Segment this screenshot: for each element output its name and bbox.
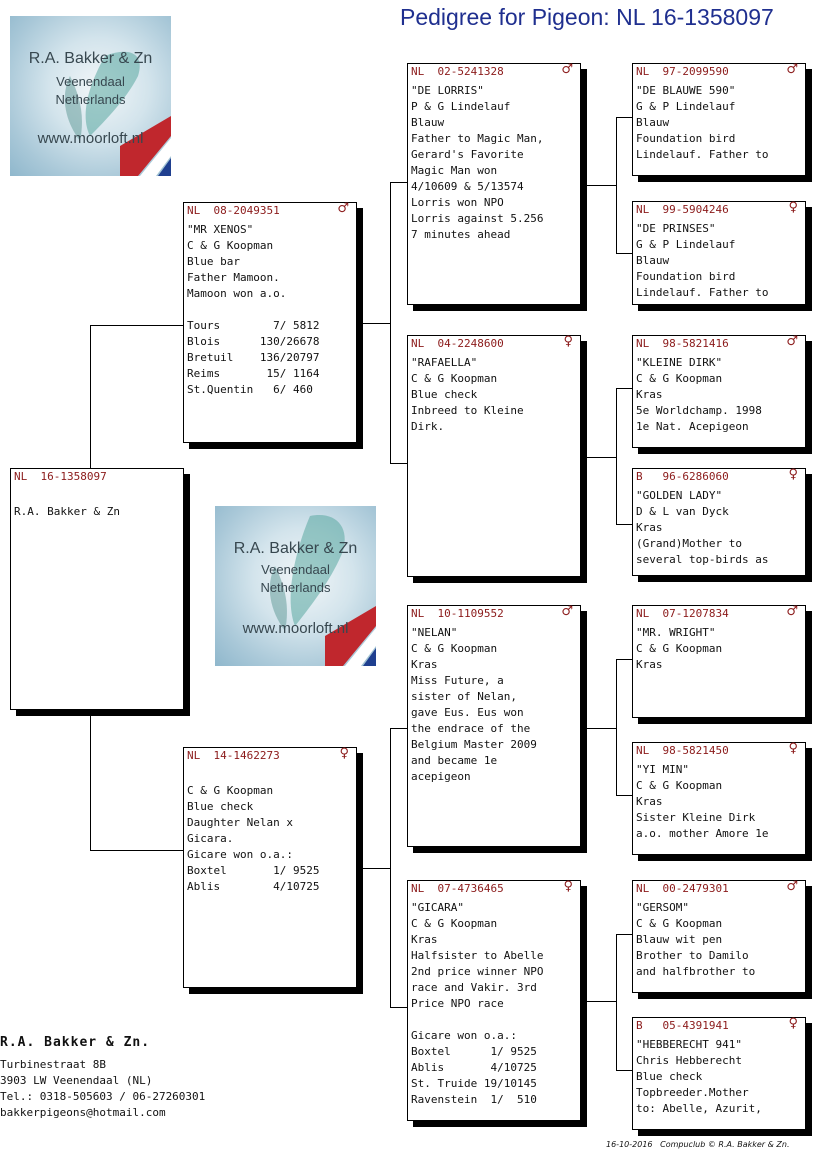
pigeon-details: "GERSOM" C & G Koopman Blauw wit pen Brother to Damilo and halfbrother to: [636, 901, 756, 978]
pigeon-card-sdd[interactable]: [632, 468, 806, 576]
male-icon: ♂: [561, 604, 573, 619]
connector-line: [616, 795, 632, 796]
pigeon-details: "DE PRINSES" G & P Lindelauf Blauw Foundation bird Lindelauf. Father to: [636, 222, 769, 299]
connector-line: [616, 253, 632, 254]
female-icon: ♀: [788, 467, 798, 482]
connector-line: [363, 868, 390, 869]
breeder-email: bakkerpigeons@hotmail.com: [0, 1106, 166, 1119]
footer-credit: 16-10-2016 Compuclub © R.A. Bakker & Zn.: [606, 1140, 790, 1149]
ring-number: NL 08-2049351: [187, 204, 280, 217]
pigeon-details: "DE LORRIS" P & G Lindelauf Blauw Father to Magic Man, Gerard's Favorite Magic Man won 4/10609 & 5/13574 Lorris won NPO Lorris against 5.256 7 minutes ahead: [411, 84, 544, 241]
pigeon-details: "KLEINE DIRK" C & G Koopman Kras 5e Worldchamp. 1998 1e Nat. Acepigeon: [636, 356, 762, 433]
connector-line: [390, 182, 391, 464]
pigeon-card-subject[interactable]: [10, 468, 184, 710]
ring-number: NL 10-1109552: [411, 607, 504, 620]
pigeon-card-sire-sire[interactable]: [407, 63, 581, 305]
connector-line: [390, 182, 407, 183]
pigeon-card-dsd[interactable]: [632, 742, 806, 855]
pigeon-details: "HEBBERECHT 941" Chris Hebberecht Blue check Topbreeder.Mother to: Abelle, Azurit,: [636, 1038, 762, 1115]
female-icon: ♀: [339, 746, 349, 761]
pigeon-details: C & G Koopman Blue check Daughter Nelan x Gicara. Gicare won o.a.: Boxtel 1/ 9525 Ablis 4/10725: [187, 784, 320, 893]
pigeon-card-dds[interactable]: [632, 880, 806, 993]
breeder-city: 3903 LW Veenendaal (NL): [0, 1074, 153, 1087]
connector-line: [616, 388, 632, 389]
ring-number: NL 99-5904246: [636, 203, 729, 216]
female-icon: ♀: [563, 334, 573, 349]
male-icon: ♂: [786, 879, 798, 894]
connector-line: [616, 388, 617, 525]
male-icon: ♂: [786, 62, 798, 77]
logo-url: www.moorloft.nl: [37, 130, 144, 147]
ring-number: B 05-4391941: [636, 1019, 729, 1032]
connector-line: [390, 728, 391, 1008]
pigeon-details: R.A. Bakker & Zn: [14, 505, 120, 518]
connector-line: [90, 850, 183, 851]
male-icon: ♂: [561, 62, 573, 77]
logo-city: Veenendaal: [56, 74, 125, 89]
pigeon-card-dam-dam[interactable]: [407, 880, 581, 1121]
female-icon: ♀: [788, 1016, 798, 1031]
pigeon-details: "MR XENOS" C & G Koopman Blue bar Father Mamoon. Mamoon won a.o. Tours 7/ 5812 Blois 130/26678 Bretuil 136/20797 Reims 15/ 1164 St.Quentin 6/ 460: [187, 223, 320, 396]
connector-line: [587, 728, 616, 729]
connector-line: [390, 728, 407, 729]
connector-line: [587, 457, 616, 458]
ring-number: NL 07-4736465: [411, 882, 504, 895]
ring-number: NL 98-5821450: [636, 744, 729, 757]
connector-line: [390, 1007, 407, 1008]
connector-line: [616, 524, 632, 525]
pigeon-card-sds[interactable]: [632, 335, 806, 448]
connector-line: [390, 463, 407, 464]
connector-line: [616, 934, 617, 1071]
connector-line: [616, 117, 617, 254]
connector-line: [90, 325, 183, 326]
female-icon: ♀: [788, 200, 798, 215]
pigeon-details: "GOLDEN LADY" D & L van Dyck Kras (Grand)Mother to several top-birds as: [636, 489, 769, 566]
connector-line: [616, 659, 617, 796]
pigeon-card-dam-sire[interactable]: [407, 605, 581, 847]
connector-line: [587, 185, 616, 186]
pigeon-card-dam[interactable]: [183, 747, 357, 988]
connector-line: [616, 117, 632, 118]
logo-name: R.A. Bakker & Zn: [233, 540, 358, 557]
page-title: Pedigree for Pigeon: NL 16-1358097: [400, 4, 774, 30]
male-icon: ♂: [337, 201, 349, 216]
logo-middle: [215, 506, 376, 666]
ring-number: NL 14-1462273: [187, 749, 280, 762]
pigeon-card-sss[interactable]: [632, 63, 806, 176]
pigeon-details: "NELAN" C & G Koopman Kras Miss Future, a sister of Nelan, gave Eus. Eus won the endrace of the Belgium Master 2009 and became 1e acepigeon: [411, 626, 537, 783]
ring-number: NL 04-2248600: [411, 337, 504, 350]
pigeon-details: "RAFAELLA" C & G Koopman Blue check Inbreed to Kleine Dirk.: [411, 356, 524, 433]
pigeon-card-sire[interactable]: [183, 202, 357, 443]
breeder-street: Turbinestraat 8B: [0, 1058, 106, 1071]
pigeon-card-sire-dam[interactable]: [407, 335, 581, 577]
ring-number: B 96-6286060: [636, 470, 729, 483]
male-icon: ♂: [786, 334, 798, 349]
pigeon-card-dss[interactable]: [632, 605, 806, 718]
logo-city: Veenendaal: [261, 562, 330, 577]
pigeon-card-ddd[interactable]: [632, 1017, 806, 1130]
male-icon: ♂: [786, 604, 798, 619]
pigeon-card-ssd[interactable]: [632, 201, 806, 305]
pigeon-details: "MR. WRIGHT" C & G Koopman Kras: [636, 626, 723, 671]
ring-number: NL 16-1358097: [14, 470, 107, 483]
connector-line: [616, 934, 632, 935]
ring-number: NL 07-1207834: [636, 607, 729, 620]
logo-url: www.moorloft.nl: [242, 620, 349, 637]
connector-line: [616, 1070, 632, 1071]
ring-number: NL 98-5821416: [636, 337, 729, 350]
female-icon: ♀: [788, 741, 798, 756]
logo-name: R.A. Bakker & Zn: [28, 50, 153, 67]
pigeon-details: "DE BLAUWE 590" G & P Lindelauf Blauw Foundation bird Lindelauf. Father to: [636, 84, 769, 161]
connector-line: [363, 323, 390, 324]
female-icon: ♀: [563, 879, 573, 894]
logo-country: Netherlands: [260, 580, 331, 595]
pigeon-details: "YI MIN" C & G Koopman Kras Sister Kleine Dirk a.o. mother Amore 1e: [636, 763, 769, 840]
breeder-phone: Tel.: 0318-505603 / 06-27260301: [0, 1090, 206, 1103]
connector-line: [587, 1001, 616, 1002]
breeder-name: R.A. Bakker & Zn.: [0, 1035, 151, 1050]
ring-number: NL 00-2479301: [636, 882, 729, 895]
ring-number: NL 97-2099590: [636, 65, 729, 78]
logo-country: Netherlands: [55, 92, 126, 107]
breeder-address: [0, 1035, 205, 1121]
logo-top: [10, 16, 171, 176]
connector-line: [90, 710, 91, 850]
pigeon-details: "GICARA" C & G Koopman Kras Halfsister to Abelle 2nd price winner NPO race and Vakir. 3rd Price NPO race Gicare won o.a.: Boxtel 1/ 9525 Ablis 4/10725 St. Truide 19/10145 Ravenstein 1/ 510: [411, 901, 544, 1106]
connector-line: [616, 659, 632, 660]
ring-number: NL 02-5241328: [411, 65, 504, 78]
connector-line: [90, 325, 91, 468]
